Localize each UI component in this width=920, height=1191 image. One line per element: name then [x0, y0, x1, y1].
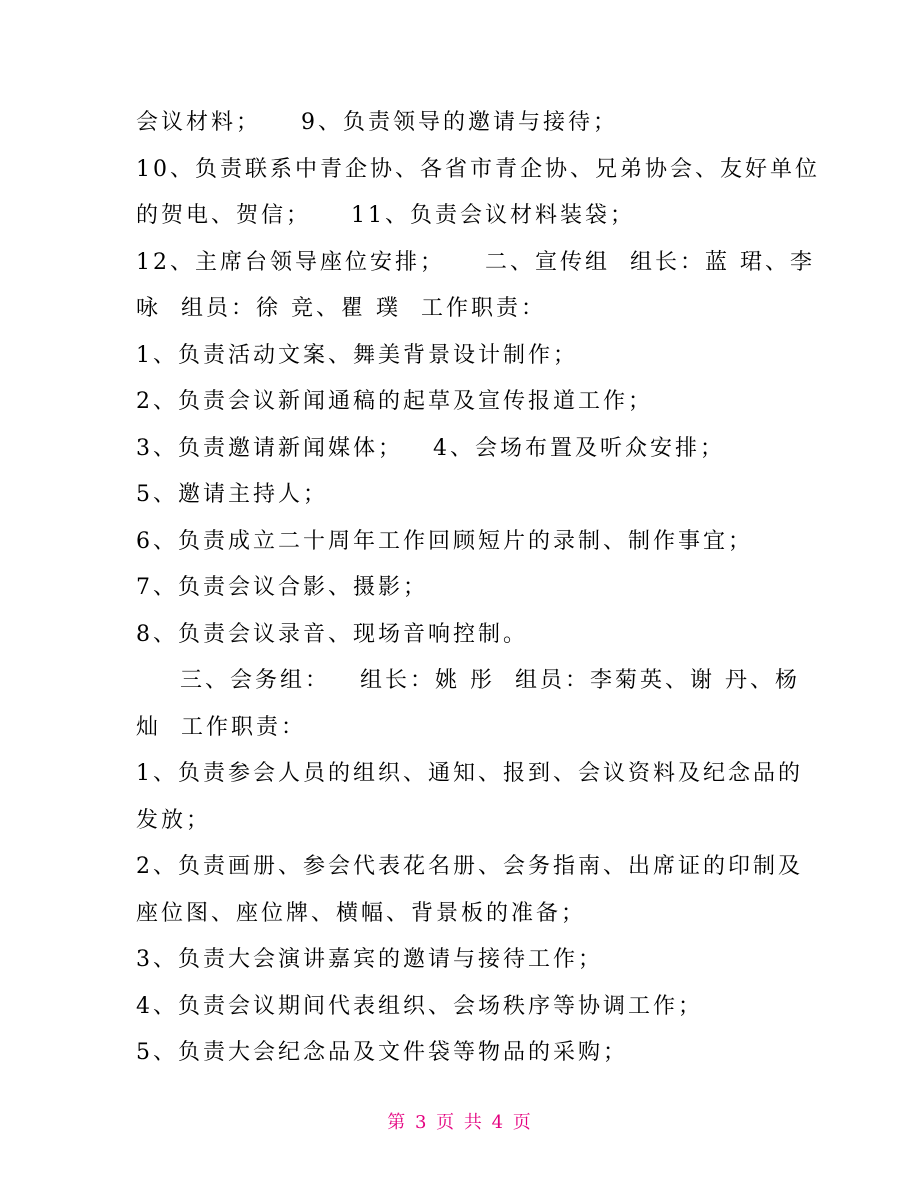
text-line: 3、负责邀请新闻媒体； 4、会场布置及听众安排；: [136, 435, 725, 461]
text-line: 5、邀请主持人；: [136, 482, 328, 507]
text-line: 10、负责联系中青企协、各省市青企协、兄弟协会、友好单位: [136, 156, 820, 182]
text-line: 会议材料； 9、负责领导的邀请与接待；: [136, 110, 618, 135]
text-line: 发放；: [136, 807, 212, 833]
text-line: 咏 组员：徐 竞、瞿 璞 工作职责：: [136, 296, 546, 321]
document-body: [136, 100, 820, 1077]
text-line: 3、负责大会演讲嘉宾的邀请与接待工作；: [136, 947, 603, 972]
text-line: 灿 工作职责：: [136, 714, 306, 740]
text-line: 1、负责活动文案、舞美背景设计制作；: [136, 342, 578, 368]
text-line: 8、负责会议录音、现场音响控制。: [136, 621, 528, 647]
text-line: 12、主席台领导座位安排； 二、宣传组 组长：蓝 珺、李: [136, 249, 815, 275]
text-line: 1、负责参会人员的组织、通知、报到、会议资料及纪念品的: [136, 761, 803, 786]
text-line: 2、负责会议新闻通稿的起草及宣传报道工作；: [136, 389, 653, 414]
text-line: 座位图、座位牌、横幅、背景板的准备；: [136, 900, 587, 926]
text-line: 7、负责会议合影、摄影；: [136, 575, 428, 600]
text-line: 5、负责大会纪念品及文件袋等物品的采购；: [136, 1040, 628, 1065]
section-heading-line: 三、会务组： 组长：姚 彤 组员：李菊英、谢 丹、杨: [180, 668, 800, 693]
text-line: 6、负责成立二十周年工作回顾短片的录制、制作事宜；: [136, 528, 753, 554]
text-line: 的贺电、贺信； 11、负责会议材料装袋；: [136, 203, 635, 228]
text-line: 4、负责会议期间代表组织、会场秩序等协调工作；: [136, 993, 703, 1019]
text-line: 2、负责画册、参会代表花名册、会务指南、出席证的印制及: [136, 854, 803, 879]
page-number-footer: 第 3 页 共 4 页: [387, 1112, 533, 1133]
